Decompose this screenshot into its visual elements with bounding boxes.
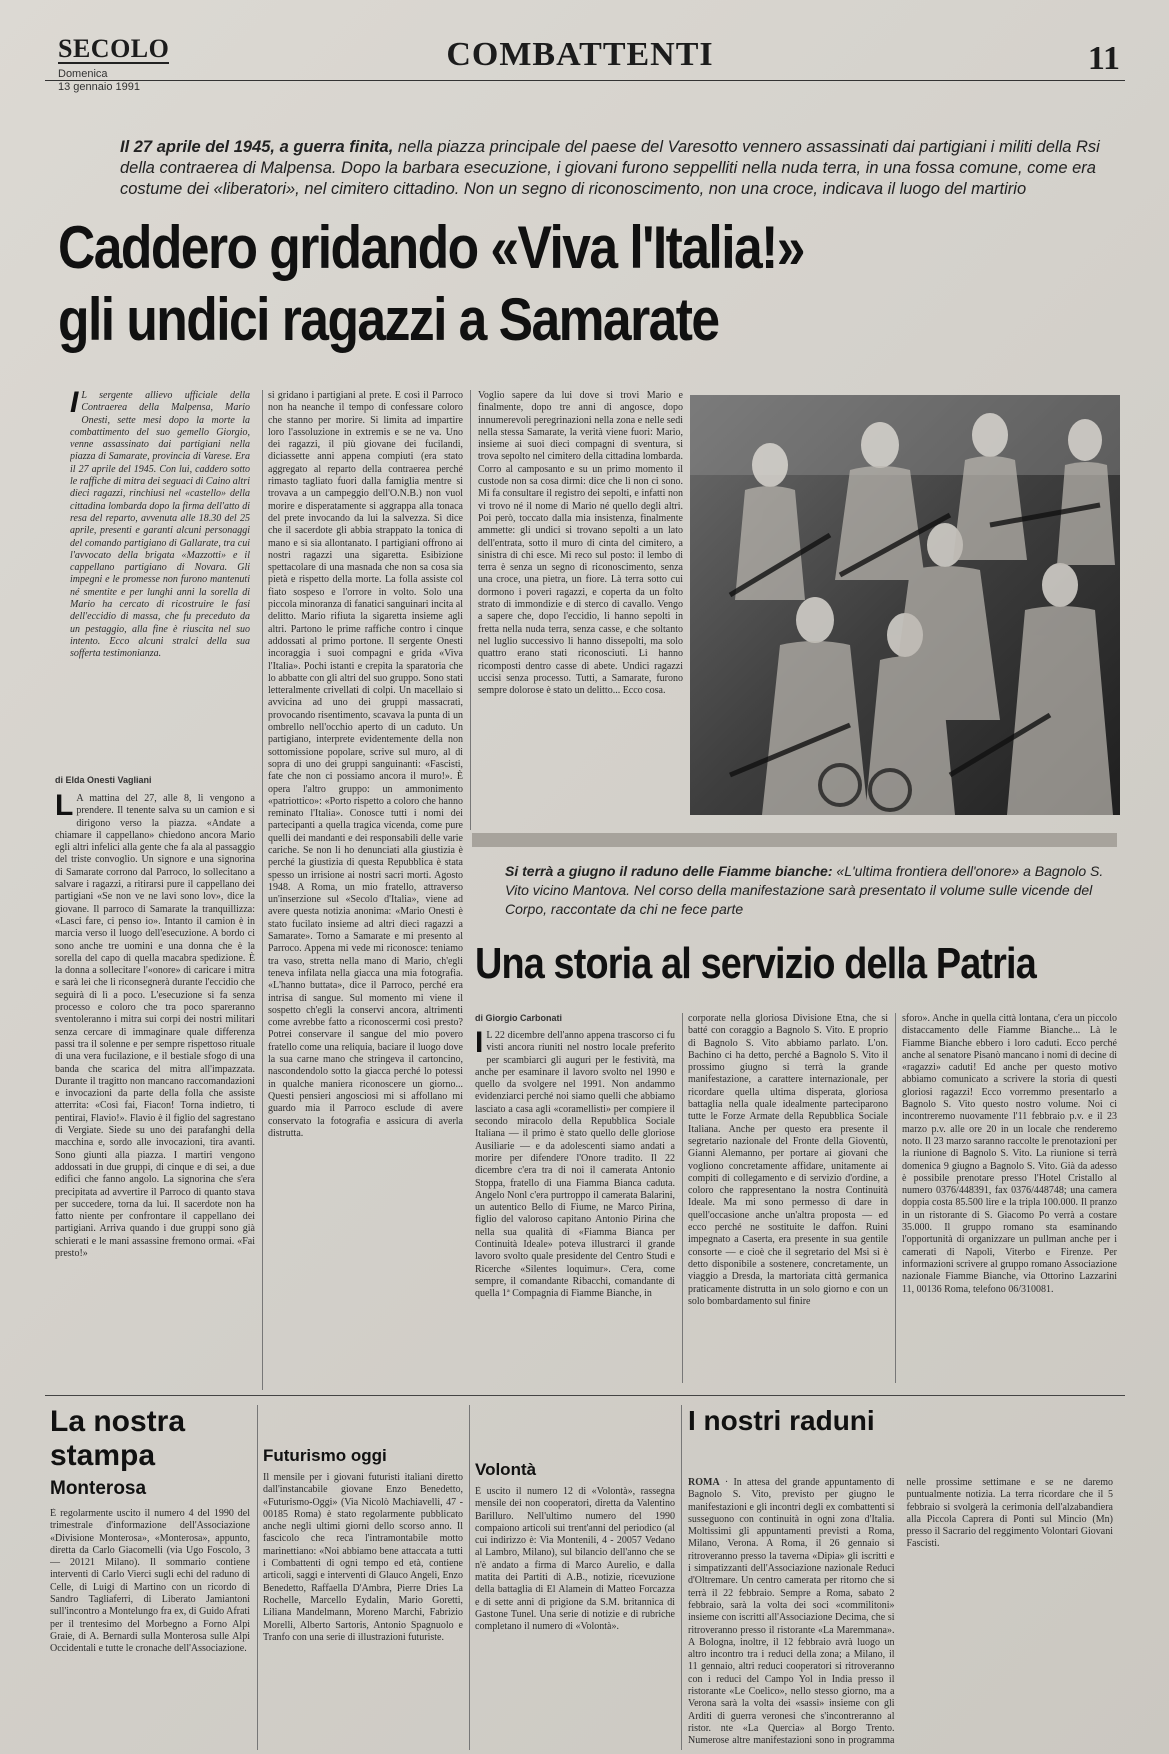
section-divider-bar [472,833,1117,847]
column-rule [257,1405,258,1750]
second-dropcap: I [475,1030,484,1059]
second-column-2: corporate nella gloriosa Divisione Etna, che si batté con coraggio a Bagnolo S. Vito. E proprio di Bagnolo S. Vito abbiamo parlato. L'on. Bachino ci ha detto, perché a Bagnolo S. Vito il prossimo giugno si terrà la grande manifestazione, a carattere internazionale, per ricordare quella ultima disperata, gloriosa battaglia nella quale idealmente parteciparono tutte le Forze Armate della Repubblica Sociale Italiana. Anche per questo era presente il segretario nazionale del Fronte della Gioventù, Gianni Alemanno, per portare ai giovani che vogliono concretamente affidare, unitamente ai compiti di collegamento e di servizio d'ordine, a coloro che rappresentano la nostra Continuità Ideale. Ma mi sono permesso di dare in quell'occasione anche un'altra proposta — ed ecco perché ne sostituite le daffon. Ruini impegnato a Caserta, era presente in sua gentile consorte — e cioè che il segretario del Msi si è detto disponibile a sostenere, concretamente, un viaggio a Dresda, la martoriata città germanica praticamente distrutta in un solo giorno e con un solo bombardamento sul finire [688,1013,888,1307]
partisans-photo-image [690,395,1120,815]
main-column-1-text: A mattina del 27, alle 8, li vengono a prendere. Il tenente salva su un camion e si dirigono verso la piazza. «Andate a chiamare il cappellano» chiedono ancora Mario egli altri infelici alla gente che fa ala al passaggio del triste convoglio. Un signore e una signorina di Samarate corrono dal Parroco, lo sollecitano a salvare i ragazzi, a ritirarsi pure il cappellano dei partigiani «Se non ve ne lavi sono lov», dice la giovane. Il parroco di Samarate la tranquillizza: «Lasci fare, ci penso io». Intanto il camion è in marcia verso il luogo dell'esecuzione. A bordo ci sono anche tre uomini e una donna che è la sorella del capo di quella macabra spedizione. È la donna a sollecitare l'«onore» di caricare i mitra e sarà lei che li riconsegnerà durante l'eccidio che seguirà di lì a poco. L'esecuzione si fa senza processo e coloro che tra poco spareranno sventoleranno i mitra sui corpi dei nostri militari senza cercare di immaginare quale differenza passi tra il solenne e per sempre rispettoso rituale di una vera fucilazione, e il bestiale sfogo di una banda che scarica del mitra all'impazzata. Durante il tragitto non mancano raccomandazioni e invocazioni da parte della folla che assiste atterrita: «Così fai, Fiacon! Torna indietro, ti pentirai, Flavio!». Flavio è il figlio del sagrestano di Vergiate. Siede su uno dei parafanghi della macchina e, sordo alle invocazioni, tira avanti. Sono giunti alla piazza. I martiri vengono addossati in due gruppi, di cinque e di sei, a due edifici che fanno angolo. La signorina che s'era precipitata ad avvertire il Parroco di quanto stava per succedere, torna da lui. Il sacerdote non ha fatto niente per confrontare il cappellano dei partigiani. Arriva quando i due gruppi sono già schierati e le mani assassine fremono ormai. «Fai presto!» [55,793,255,1259]
bottom-rule [45,1395,1125,1396]
page-number: 11 [1087,40,1120,77]
main-kicker-bold: Il 27 aprile del 1945, a guerra finita, [120,138,394,156]
masthead-full-date: 13 gennaio 1991 [58,81,140,93]
main-kicker [120,137,1120,212]
main-column-2: si gridano i partigiani al prete. E così il Parroco non ha neanche il tempo di confessare coloro che stanno per morire. Si limita ad impartire loro l'assoluzione in extremis e se ne va. Uno dei ragazzi, il più giovane dei fucilandi, diciassette anni appena compiuti (era stato aggregato al reparto della contraerea perché rimasto tagliato fuori dalla famiglia mentre si trovava a un campeggio dell'O.N.B.) non vuol morire e disperatamente si aggrappa alla tonaca del prete invocando da lui la salvezza. Si dice che il sacerdote gli abbia strappato la tonica di mano e si sia allontanato. I partigiani offrono ai nostri ragazzi una sigaretta. Esibizione spettacolare di una masnada che non sa cosa sia pietà e rispetto della morte. La folla assiste col fiato sospeso e l'orrore in volto. Solo una piccola minoranza di fanatici sanguinari incita al delitto. Mario rifiuta la sigaretta insieme agli altri. Partono le prime raffiche contro i cinque addossati al primo portone. Il sergente Onesti incoraggia i suoi compagni e grida «Viva l'Italia». Pochi istanti e crepita la sparatoria che lo abbatte con gli altri del suo gruppo. Sono stati letteralmente crivellati di colpi. Un macellaio si avvicina ad uno dei gruppi massacrati, provocando risentimento, scavava la punta di un ombrello nell'occhio aperto di un caduto. Un partigiano, interprete evidentemente della non sottomissione popolare, scrive sul muro, al di sopra di uno dei gruppi sanguinanti: «Fascisti, fate che non ci possiamo ancora il muro!». È opera l'altro gruppo: un ammonimento «patriottico»: «Porto rispetto a coloro che hanno reminato l'Italia». Conosce tutti i nomi dei partecipanti a quella tragica vicenda, come pure quelli dei mandanti e dei responsabili delle varie cariche. Se non li ho denunciati alla giustizia è perché la giustizia di questa Repubblica è stata spesso un irrisione ai nostri sacri morti. Agosto 1948. A Roma, un mio fratello, attraverso un'inserzione sul «Secolo d'Italia», viene ad avere questa notizia anonima: «Mario Onesti è stato fucilato insieme ad altri dieci ragazzi a Samarate». Torno a Samarate e mi presento al Parroco. Appena mi vede mi riconosce: teniamo tra vaso, stretta nella mano di Mario, ch'egli teneva infilata nella giacca una mia fotografia. «L'hanno buttata», dice il Parroco, perché era intrisa di sangue. Sul momento mi viene il sospetto ch'egli la conservi ancora, altrimenti come avrebbe fatto a riconoscermi così presto? Potrei conservare il sangue del mio povero fratello come una reliquia, baciare il luogo dove la sua carne mano che stringeva il cartoncino, nascondendolo sotto la giacca perché lo potessi in qualche maniera riconoscere un giorno... Questi pensieri angosciosi mi si affollano mi guardo mia il Parroco esclude di avere conservato la fotografia e assicura di averla distrutta. [268,390,463,1139]
column-rule [681,1405,682,1750]
main-headline [58,212,970,356]
group-photo [690,395,1120,815]
nostri-raduni-title: I nostri raduni [688,1405,875,1436]
monterosa-text: È regolarmente uscito il numero 4 del 1990 del trimestrale d'informazione dell'Associazione «Divisione Monterosa», «Monterosa», appunto, diretta da Carlo Giacomelli (via Ugo Foscolo, 3 — 20121 Milano). Il sommario contiene interventi di Carlo Vierci sugli echi del raduno di Celle, di Luigi di Martino con un ricordo di Sandro Tagliaferri, di Liberato Jamiantoni sull'incontro a Montelungo fra ex, di Guido Afrati per il trentesimo del Morbegno a Forno Alpi Graie, di A. Bernardi sulla Monterosa sulle Alpi Occidentali e tutte le cronache dell'Associazione. [50,1508,250,1655]
body-dropcap: L [55,793,74,822]
column-rule [262,390,263,1390]
main-headline-line1: Caddero gridando «Viva l'Italia!» [58,214,804,281]
top-rule [45,80,1125,81]
intro-text: L sergente allievo ufficiale della Contraerea della Malpensa, Mario Onesti, sette mesi dopo la morte la combattimento del suo gemello Giorgio, venne assassinato dai partigiani nella piazza di Samarate, provincia di Varese. Era il 27 aprile del 1945. Con lui, caddero sotto le raffiche di mitra dei seguaci di Caino altri dieci ragazzi, rinchiusi nel «castello» della cittadina lombarda dopo la firma dell'atto di resa del reparto, avvenuta alle 18.30 del 25 aprile, presenti e garanti alcuni personaggi del comando partigiano di Gallarate, tra cui l'avvocato della brigata «Mazzotti» e il cappellano partigiano di Novara. Gli impegni e le promesse non furono mantenuti né smentite e per lunghi anni la sorella di Mario ha cercato di ricostruire le fasi dell'eccidio di massa, che fu preceduto da un pestaggio, alla fine è riuscita nel suo intento. Ecco alcuni stralci della sua sofferta testimonianza. [70,390,250,660]
second-byline: di Giorgio Carbonati [475,1013,562,1023]
futurismo-heading: Futurismo oggi [263,1446,387,1465]
masthead-date [58,68,140,94]
futurismo-text: Il mensile per i giovani futuristi italiani diretto dall'instancabile giovane Enzo Benedetto, «Futurismo-Oggi» (Via Nicolò Machiavelli, 47 - 00185 Roma) è stato regolarmente pubblicato anche negli ultimi giorni dello scorso anno. Il fascicolo che reca l'intramontabile motto marinettiano: «Noi abbiamo bene attaccata a tutti i Combattenti di ogni tempo ed età, contiene articoli, saggi e interventi di Glauco Angeli, Enzo Benedetto, Raffaella D'Ambra, Pierre Dries La Rochelle, Marcello Eydalin, Mario Goretti, Liliana Mandelmann, Moreno Marchi, Fabrizio Morelli, Alberto Sartoris, Antonio Spagnuolo e Tranfo con una serie di illustrazioni futuriste. [263,1472,463,1643]
monterosa-heading: Monterosa [50,1478,147,1499]
column-rule [895,1013,896,1383]
raduni-lead: ROMA [688,1477,720,1488]
raduni-body: In attesa del grande appuntamento di Bagnolo S. Vito, previsto per giugno le manifestazioni e gli incontri degli ex combattenti si susseguono con continuità in ogni zona d'Italia. Moltissimi gli appuntamenti previsti a Roma, Milano, Verona. A Roma, il 26 gennaio si ritroveranno presso la taverna «Dipia» gli iscritti e i simpatizzanti dell'Associazione nazionale Reduci d'Oltremare. Un centro camerata per ritorno che si terrà il 22 febbraio. Sempre a Roma, sabato 2 febbraio, sarà la volta dei soci «commilitoni» insieme con iscritti all'Associazione Decima, che si ritroveranno presso il ristorante «La Maremmana». A Bologna, inoltre, il 12 febbraio avrà luogo un altro incontro tra i reduci della zona; a Milano, il 11 gennaio, altri reduci cooperatori si ritroveranno con i reduci del Campo Yol in India presso il ristorante «Le Coelico», nello stesso giorno, ma a Verona sarà la volta dei «sassi» insieme con gli Arditi di guerra veronesi che s'incontreranno al ristor. nte «La Quercia» al Borgo Trento. Numerose altre manifestazioni sono in programma nelle prossime settimane e se ne daremo puntualmente notizia. La terra ricordare che il 5 febbraio si svolgerà la cerimonia dell'alzabandiera alla Piccola Caprera di Ponti sul Mincio (Mn) presso il Sacrario del reggimento Volontari Giovani Fascisti. [688,1477,1113,1747]
column-rule [469,1405,470,1750]
second-column-1-text: L 22 dicembre dell'anno appena trascorso ci fu visti ancora riuniti nel nostro locale preferito per scambiarci gli auguri per le festività, ma anche per esaminare il lavoro svolto nel 1990 e quello da svolgere nel 1991. Non andammo evidenziarci perché noi siamo quelli che abbiamo lasciato a casa agli «coramellisti» per compiere il secondo miracolo della Repubblica Sociale Italiana — il primo è stato quello delle gloriose Ausiliarie — e da adolescenti siamo andati a morire per difendere l'Onore tradito. Il 22 dicembre c'era tra di noi il camerata Antonio Stoppa, fratello di una Fiamma Bianca caduta. Angelo Nonl c'era purtroppo il camerata Balarini, un autentico Bello di Fiume, ne Marco Pirina, figlio del valoroso capitano Antonio Pirina che nella sua qualità di «Fiamma Bianca per Continuità Ideale» poteva illustrarci il grande lavoro svolto quale presidente del Centro Studi e Ricerche «Silentes loquimur». C'era, come sempre, il comandante Ribacchi, comandante di quella 1ª Compagnia di Fiamme Bianche, in [475,1030,675,1300]
main-kicker-text: nella piazza principale del paese del Varesotto vennero assassinati dai partigiani i militi della Rsi della contraerea di Malpensa. Dopo la barbara esecuzione, i giovani furono seppelliti nella nuda terra, in una fossa comune, come era costume dei «liberatori», nel cimitero cittadino. Non un segno di riconoscimento, non una croce, indicava il luogo del martirio [120,138,1100,198]
second-column-1 [475,1030,675,1380]
masthead-day: Domenica [58,68,108,80]
raduni-text: ROMA · In attesa del grande appuntamento di Bagnolo S. Vito, previsto per giugno le manifestazioni e gli incontri degli ex combattenti si susseguono con continuità in ogni zona d'Italia. Moltissimi gli appuntamenti previsti a Roma, Milano, Verona. A Roma, il 26 gennaio si ritroveranno presso la taverna «Dipia» gli iscritti e i simpatizzanti dell'Associazione nazionale Reduci d'Oltremare. Un centro camerata per ritorno che si terrà il 22 febbraio. Sempre a Roma, sabato 2 febbraio, sarà la volta dei soci «commilitoni» insieme con iscritti all'Associazione Decima, che si ritroveranno presso il ristorante «La Maremmana». A Bologna, inoltre, il 12 febbraio avrà luogo un altro incontro tra i reduci della zona; a Milano, il 11 gennaio, altri reduci cooperatori si ritroveranno con i reduci del Campo Yol in India presso il ristorante «Le Coelico», nello stesso giorno, ma a Verona sarà la volta dei «sassi» insieme con gli Arditi di guerra veronesi che s'incontreranno al ristor. nte «La Quercia» al Borgo Trento. Numerose altre manifestazioni sono in programma nelle prossime settimane e se ne daremo puntualmente notizia. La terra ricordare che il 5 febbraio si svolgerà la cerimonia dell'alzabandiera alla Piccola Caprera di Ponti sul Mincio (Mn) presso il Sacrario del reggimento Volontari Giovani Fascisti. [688,1477,1113,1747]
volonta-text: È uscito il numero 12 di «Volontà», rassegna mensile dei non cooperatori, diretta da Valentino Barilluro. Nell'ultimo numero del 1990 compaiono articoli sui trent'anni del periodico (al cui indirizzo è: Via Montenili, 4 - 20057 Vedano al Lambro, Milano), sul bilancio dell'anno che se n'è andato a firma di Marco Aurelio, e dalla matita dei Partiti di A.B., notizie, ricevuzione della battaglia di El Alamein di Matteo Forcazza e di sette anni di prigione da S.M. britannica di Gastone Tunel. Una serie di notizie e di rubriche completano il numero di «Volontà». [475,1486,675,1633]
main-column-1 [55,793,255,1393]
second-column-3: sforo». Anche in quella città lontana, c'era un piccolo distaccamento delle Fiamme Bianche... Là le Fiamme Bianche ebbero i loro caduti. Ecco perché anche al senatore Pisanò mancano i nomi di decine di «ragazzi» caduti! Ed anche per questo motivo abbiamo comunicato a scrivere la storia di questi gloriosi ragazzi! Ecco vorremmo presentarlo a Bagnolo S. Vito questo nostro volume. Noi ci incontreremo nuovamente l'11 febbraio p.v. e il 23 marzo p.v. alle ore 20 in un locale che renderemo noto. Il 23 marzo saranno raccolte le prenotazioni per la riunione di Bagnolo S. Vito. La riunione si terrà domenica 9 giugno a Bagnolo S. Vito. Già da adesso è possibile prenotare presso l'Hotel Cristallo al numero 0376/448391, fax 0376/448748; una camera doppia costa 85.500 lire e la tripla 100.000. Il pranzo in un ristorante di S. Giacomo Po verrà a costare 35.000. Il gruppo romano sta esaminando l'opportunità di organizzare un pullman anche per i camerati di Napoli, Viterbo e Firenze. Per informazioni scrivere al gruppo romano Associazione nazionale Fiamme Bianche, via Ottorino Lazzarini 11, 00136 Roma, telefono 06/310081. [902,1013,1117,1295]
section-title: COMBATTENTI [446,36,714,73]
second-headline: Una storia al servizio della Patria [475,939,1036,988]
main-headline-line2: gli undici ragazzi a Samarate [58,286,719,353]
second-kicker [505,862,1115,919]
second-kicker-bold: Si terrà a giugno il raduno delle Fiamme bianche: [505,863,833,879]
column-rule [682,1013,683,1383]
intro-column [70,390,250,760]
main-column-3: Voglio sapere da lui dove si trovi Mario e finalmente, dopo tre anni di angosce, dopo innumerevoli peregrinazioni nella zona e nelle sedi nella stessa Samarate, la verità viene fuori: Mario, insieme ai suoi dieci compagni di sventura, si trova sepolto nel cimitero della cittadina lombarda. Corro al camposanto e su un primo momento il custode non sa cosa dirmi: dice che li non ci sono. Mi fa consultare il registro dei sepolti, e infatti non vi trovo né il nome di Mario né quello degli altri. Poi però, toccato dalla mia insistenza, finalmente ammette: gli undici si trovano sepolti a un lato dell'entrata, sotto il muro di cinta del cimitero, a sinistra di chi esce. Mi reco sul posto: il lembo di terra è senza un segno di riconoscimento, senza una croce, una pietra, un fiore. Là terra sotto cui dormono i poveri ragazzi, e coperta da un folto strato di immondizie e di sterco di cavallo. Vengo a sapere che, dopo l'eccidio, li hanno sepolti in fretta nella nuda terra, senza casse, e che soltanto nel luglio successivo li hanno dissepolti, ma solo quattro erano stati riconosciuti. Li hanno ricomposti dentro casse di abete. Undici ragazzi uccisi senza processo. Tutti, a Samarate, furono sempre dolorose è stato un delitto... Ecco cosa. [478,390,683,697]
nostra-stampa-title: La nostra stampa [50,1405,186,1472]
masthead-logo: SECOLO [58,34,170,63]
second-kicker-text: «L'ultima frontiera dell'onore» a Bagnolo S. Vito vicino Mantova. Nel corso della manifestazione sarà presentato il volume sulle vicende del Corpo, raccontate da chi ne fece parte [505,863,1104,917]
column-rule [470,390,471,830]
volonta-heading: Volontà [475,1460,537,1479]
intro-dropcap: I [70,390,79,419]
main-byline: di Elda Onesti Vagliani [55,775,152,785]
